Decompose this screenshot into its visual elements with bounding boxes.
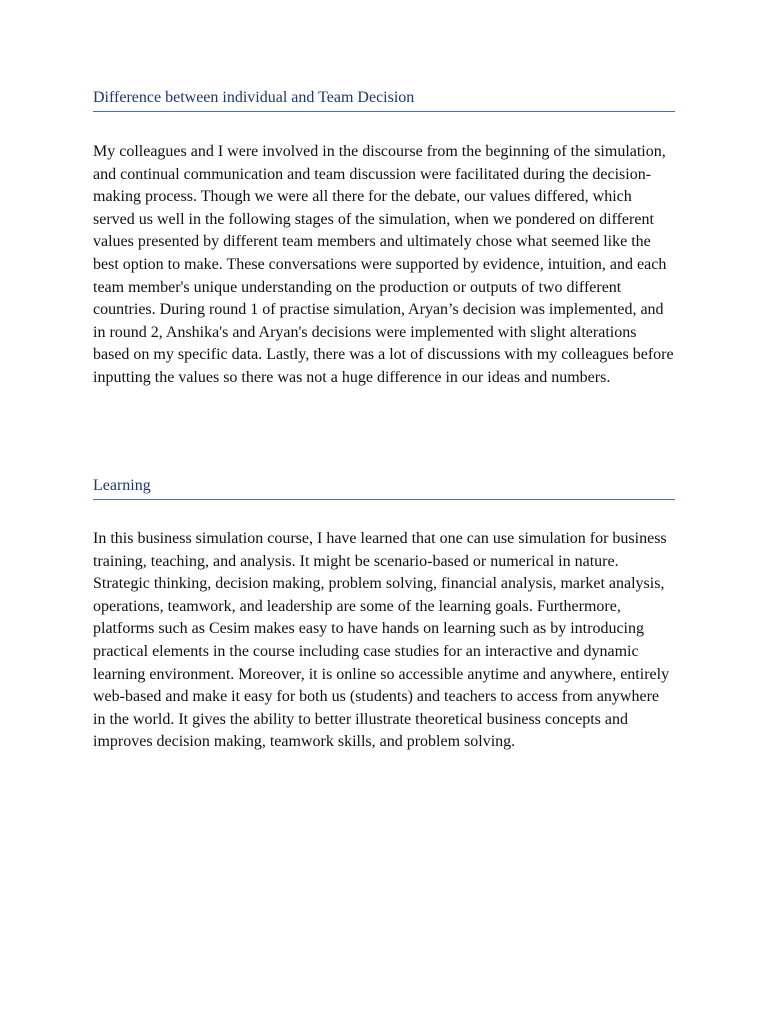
section-body-team-decision: My colleagues and I were involved in the discourse from the beginning of the simulation, and continual communication and team discussion were facilitated during the decision-making process. Though we were all there for the debate, our values differed, which served us well in the following stages of the simulation, when we pondered on different values presented by different team members and ultimately chose what seemed like the best option to make. These conversations were supported by evidence, intuition, and each team member's unique understanding on the production or outputs of two different countries. During round 1 of practise simulation, Aryan’s decision was implemented, and in round 2, Anshika's and Aryan's decisions were implemented with slight alterations based on my specific data. Lastly, there was a lot of discussions with my colleagues before inputting the values so there was not a huge difference in our ideas and numbers. bbox=[93, 143, 674, 386]
section-heading-learning: Learning bbox=[93, 476, 675, 500]
section-body-learning: In this business simulation course, I have learned that one can use simulation for business training, teaching, and analysis. It might be scenario-based or numerical in nature. Strategic thinking, decision making, problem solving, financial analysis, market analysis, operations, teamwork, and leadership are some of the learning goals. Furthermore, platforms such as Cesim makes easy to have hands on learning such as by introducing practical elements in the course including case studies for an interactive and dynamic learning environment. Moreover, it is online so accessible anytime and anywhere, entirely web-based and make it easy for both us (students) and teachers to access from anywhere in the world. It gives the ability to better illustrate theoretical business concepts and improves decision making, teamwork skills, and problem solving. bbox=[93, 530, 670, 751]
section-heading-team-decision: Difference between individual and Team Decision bbox=[93, 88, 675, 112]
